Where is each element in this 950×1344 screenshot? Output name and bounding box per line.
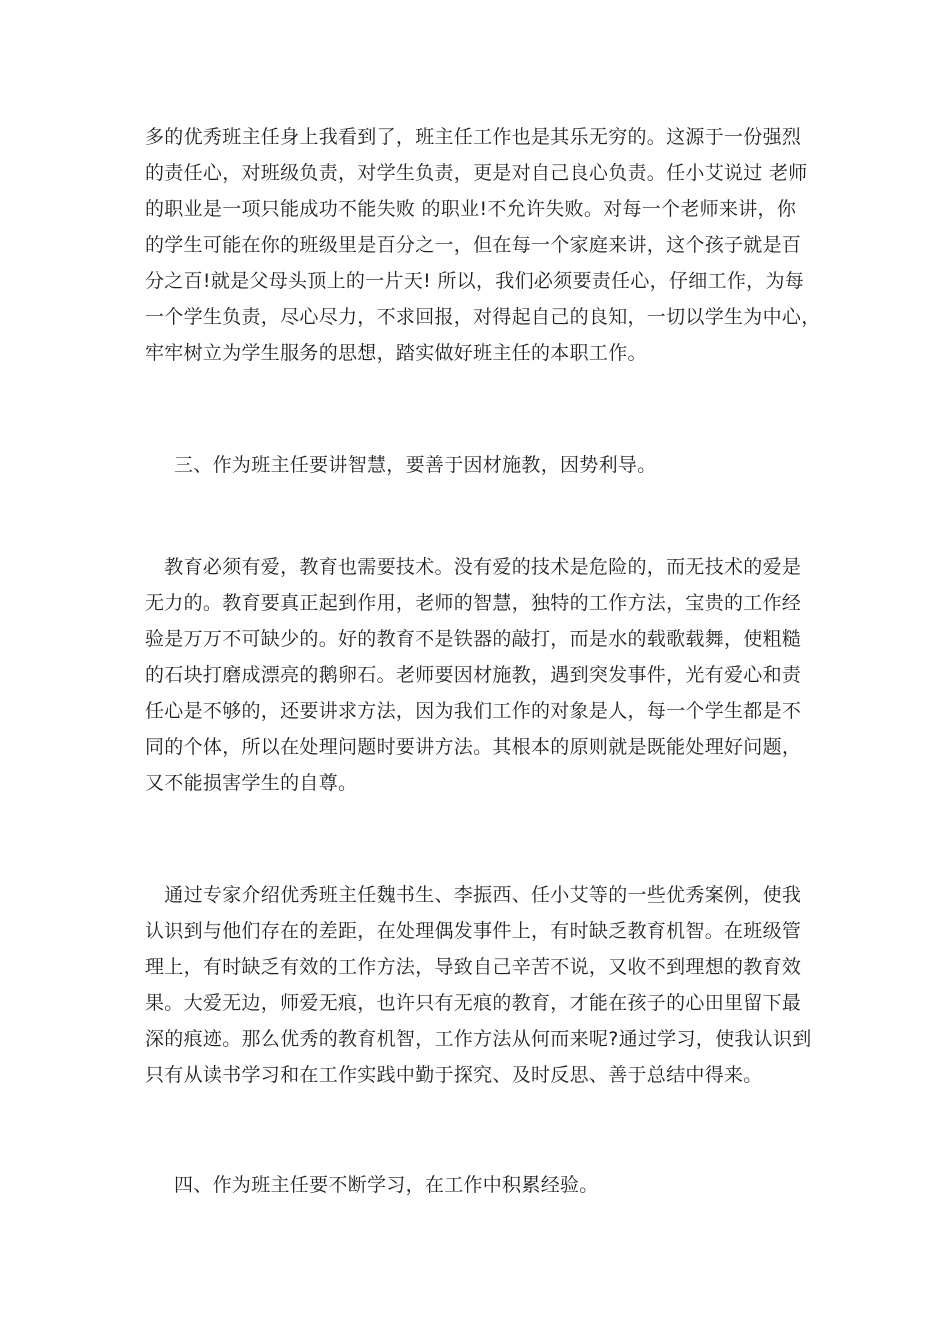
paragraph-experts [145,877,815,1093]
text-line: 同的个体，所以在处理问题时要讲方法。其根本的原则就是既能处理好问题， [145,736,802,758]
text-line: 又不能损害学生的自尊。 [145,772,358,794]
text-line: 果。大爱无边，师爱无痕，也许只有无痕的教育，才能在孩子的心田里留下最 [145,992,802,1014]
text-line: 只有从读书学习和在工作实践中勤于探究、及时反思、善于总结中得来。 [145,1064,763,1086]
text-line: 多的优秀班主任身上我看到了，班主任工作也是其乐无穷的。这源于一份强烈 [145,126,802,148]
paragraph-wisdom [145,549,815,801]
text-line: 的责任心，对班级负责，对学生负责，更是对自己良心负责。任小艾说过 老师 [145,162,808,184]
section-heading-4 [174,1167,844,1203]
text-line: 理上，有时缺乏有效的工作方法，导致自己辛苦不说，又收不到理想的教育效 [145,956,802,978]
text-line: 的学生可能在你的班级里是百分之一，但在每一个家庭来讲，这个孩子就是百 [145,234,802,256]
text-line: 的石块打磨成漂亮的鹅卵石。老师要因材施教，遇到突发事件，光有爱心和责 [145,664,802,686]
heading-text: 三、作为班主任要讲智慧，要善于因材施教，因势利导。 [174,454,657,476]
text-line: 验是万万不可缺少的。好的教育不是铁器的敲打，而是水的载歌载舞，使粗糙 [145,628,802,650]
section-heading-3 [174,447,844,483]
heading-text: 四、作为班主任要不断学习，在工作中积累经验。 [174,1174,599,1196]
text-line: 分之百!就是父母头顶上的一片天! 所以，我们必须要责任心，仔细工作，为每 [145,270,805,292]
text-line: 一个学生负责，尽心尽力，不求回报，对得起自己的良知，一切以学生为中心， [145,306,821,328]
text-line: 通过专家介绍优秀班主任魏书生、李振西、任小艾等的一些优秀案例，使我 [145,884,802,906]
text-line: 牢牢树立为学生服务的思想，踏实做好班主任的本职工作。 [145,342,647,364]
paragraph-responsibility [145,119,821,371]
text-line: 深的痕迹。那么优秀的教育机智，工作方法从何而来呢?通过学习，使我认识到 [145,1028,812,1050]
text-line: 任心是不够的，还要讲求方法，因为我们工作的对象是人，每一个学生都是不 [145,700,802,722]
text-line: 的职业是一项只能成功不能失败 的职业!不允许失败。对每一个老师来讲，你 [145,198,797,220]
text-line: 无力的。教育要真正起到作用，老师的智慧，独特的工作方法，宝贵的工作经 [145,592,802,614]
text-line: 认识到与他们存在的差距，在处理偶发事件上，有时缺乏教育机智。在班级管 [145,920,802,942]
text-line: 教育必须有爱，教育也需要技术。没有爱的技术是危险的，而无技术的爱是 [145,556,802,578]
